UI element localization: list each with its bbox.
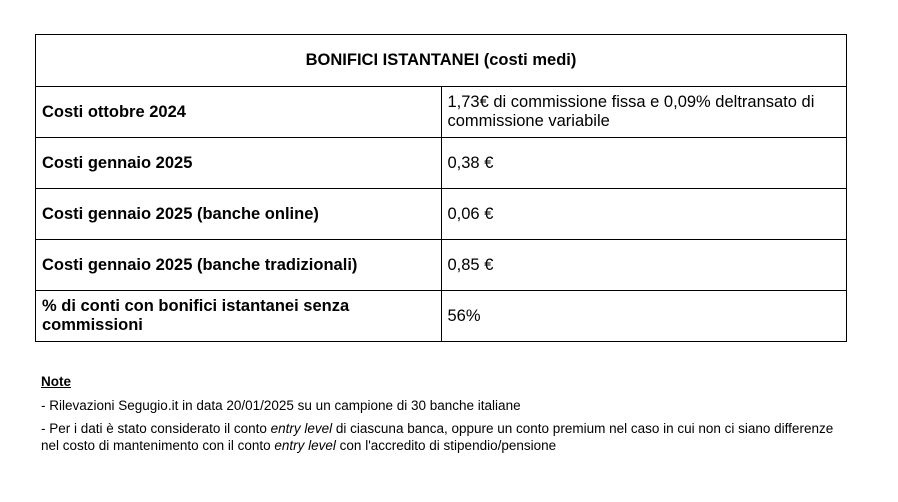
note-text: di ciascuna banca, oppure un conto premium nel caso in cui non ci siano differenze nel costo di mantenimento con il conto (41, 421, 834, 453)
notes-section (41, 373, 841, 460)
note-emphasis: entry level (274, 438, 336, 453)
row-value: 1,73€ di commissione fissa e 0,09% deltransato di commissione variabile (441, 87, 847, 138)
row-value: 0,06 € (441, 189, 847, 240)
note-source: - Rilevazioni Segugio.it in data 20/01/2025 su un campione di 30 banche italiane (41, 398, 521, 413)
note-methodology (41, 420, 841, 454)
table-row (36, 189, 847, 240)
note-text: con l'accredito di stipendio/pensione (335, 438, 557, 453)
row-label: Costi gennaio 2025 (36, 138, 442, 189)
table-title: BONIFICI ISTANTANEI (costi medi) (36, 35, 847, 87)
costs-table (35, 34, 847, 342)
row-label: Costi ottobre 2024 (36, 87, 442, 138)
table-header-row (36, 35, 847, 87)
row-value: 0,38 € (441, 138, 847, 189)
row-label: Costi gennaio 2025 (banche tradizionali) (36, 240, 442, 291)
note-text: - Per i dati è stato considerato il conto (41, 421, 271, 436)
row-value: 56% (441, 291, 847, 342)
note-emphasis: entry level (270, 421, 333, 436)
table-row (36, 138, 847, 189)
row-label: Costi gennaio 2025 (banche online) (36, 189, 442, 240)
row-value: 0,85 € (441, 240, 847, 291)
table-row (36, 87, 847, 138)
notes-title: Note (41, 374, 71, 389)
table-row (36, 291, 847, 342)
row-label: % di conti con bonifici istantanei senza commissioni (36, 291, 442, 342)
table-row (36, 240, 847, 291)
